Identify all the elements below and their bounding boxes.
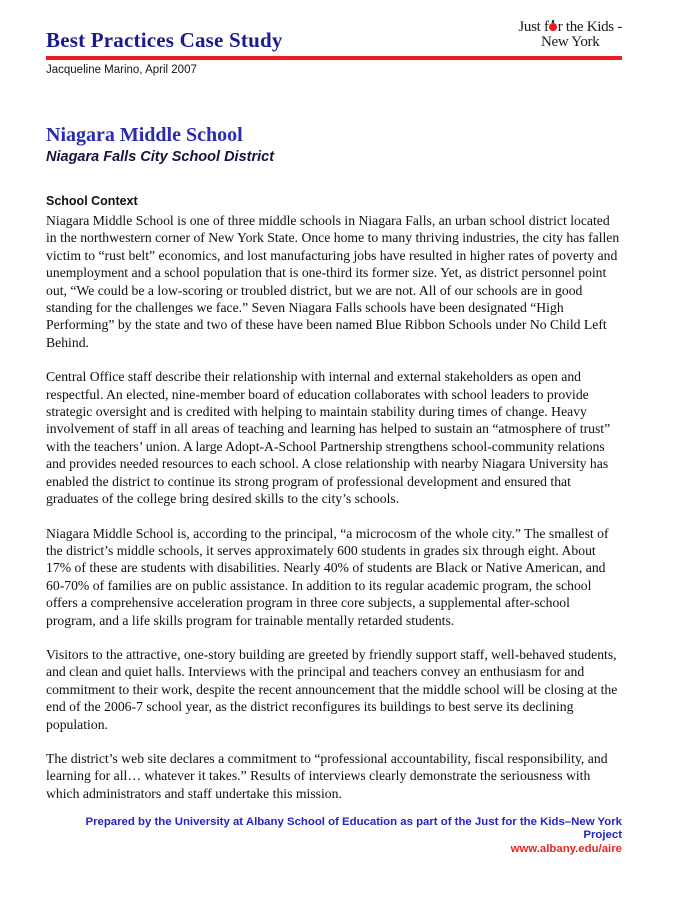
section-heading-school-context: School Context [46, 194, 138, 208]
logo-line1-pre: Just f [518, 19, 549, 35]
footer-credit: Prepared by the University at Albany School of Education as part of the Just for the Kids–New York Project [85, 816, 622, 842]
jftk-logo [518, 20, 622, 50]
district-subtitle: Niagara Falls City School District [46, 149, 275, 165]
body-paragraph: Niagara Middle School is, according to the principal, “a microcosm of the whole city.” The smallest of the district’s middle schools, it serves approximately 600 students in grades six through eight. About 17% of these are students with disabilities. Nearly 40% of students are Black or Native American, and 60-70% of families are on public assistance. In addition to its regular academic program, the school offers a comprehensive acceleration program in three core subjects, a supplemental after-school program, and a life skills program for trainable mentally retarded students. [46, 525, 609, 628]
body-paragraph: The district’s web site declares a commitment to “professional accountability, fiscal responsibility, and learning for all… whatever it takes.” Results of interviews clearly demonstrate the seriousness with which administrators and staff undertake this mission. [46, 750, 608, 801]
report-series-title: Best Practices Case Study [46, 27, 283, 52]
school-name-title: Niagara Middle School [46, 124, 243, 146]
body-copy [46, 212, 622, 802]
body-paragraph: Niagara Middle School is one of three middle schools in Niagara Falls, an urban school district located in the northwestern corner of New York State. Once home to many thriving industries, the city has fallen victim to “rust belt” economics, and lost manufacturing jobs have resulted in higher rates of poverty and unemployment and a school population that is one-third its former size. Yet, as district personnel point out, “We could be a low-scoring or troubled district, but we are not. All of our schools are in good standing for the challenges we face.” Seven Niagara Falls schools have been designated “High Performing” by the state and two of these have been named Blue Ribbon Schools under No Child Left Behind. [46, 213, 620, 350]
title-block [46, 124, 622, 165]
page-header [46, 20, 622, 52]
body-paragraph: Visitors to the attractive, one-story building are greeted by friendly support staff, well-behaved students, and clean and quiet halls. Interviews with the principal and teachers convey an enthusiasm for and commitment to their work, despite the recent announcement that the middle school will be closing at the end of the 2006-7 school year, as the district reconfigures its buildings to best serve its declining population. [46, 646, 618, 732]
logo-line1-post: r the Kids - [557, 19, 622, 35]
byline: Jacqueline Marino, April 2007 [46, 64, 197, 76]
logo-line2: New York [540, 34, 600, 50]
header-rule-divider [46, 56, 622, 60]
page-footer [46, 816, 622, 856]
apple-icon [549, 23, 557, 31]
body-paragraph: Central Office staff describe their relationship with internal and external stakeholders as open and respectful. An elected, nine-member board of education collaborates with school leaders to provide strategic oversight and is credited with helping to maintain stability during times of change. Heavy involvement of staff in all areas of teaching and learning has helped to sustain an “atmosphere of trust” with the teachers’ union. A large Adopt-A-School Partnership strengthens school-community relations and provides needed resources to each school. A close relationship with nearby Niagara University has enabled the district to continue its strong program of professional development and ensured that graduates of the college bring desired skills to the city’s schools. [46, 369, 611, 507]
footer-url-link[interactable]: www.albany.edu/aire [510, 843, 622, 856]
